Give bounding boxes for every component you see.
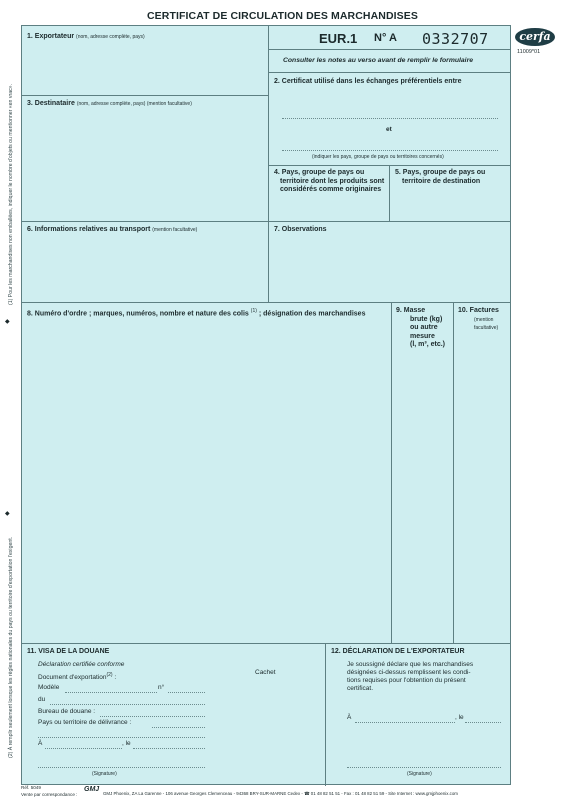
- box11-modele-field[interactable]: [65, 692, 157, 693]
- box3-consignee-field[interactable]: [24, 111, 266, 219]
- box2-hint: (indiquer les pays, groupe de pays ou territoires concernés): [312, 154, 444, 160]
- box2-et: et: [386, 126, 392, 133]
- box11-du-label: du: [38, 696, 46, 703]
- box12-le-label: , le: [455, 714, 464, 721]
- box11-pays-label: Pays ou territoire de délivrance :: [38, 719, 132, 726]
- box10-invoices-label: 10. Factures (mention facultative): [458, 307, 499, 331]
- box11-du-field[interactable]: [50, 704, 205, 705]
- box12-declaration-label: 12. DÉCLARATION DE L'EXPORTATEUR: [331, 648, 465, 655]
- box11-bureau-label: Bureau de douane :: [38, 708, 96, 715]
- cerfa-code: 11009*01: [517, 49, 541, 55]
- box11-place-field[interactable]: [45, 748, 122, 749]
- certificate-form: [21, 25, 511, 785]
- box9-weight-label: 9. Masse brute (kg) ou autre mesure (l, m³, etc.): [396, 307, 446, 348]
- box11-number-field[interactable]: [168, 692, 205, 693]
- box6-transport-field[interactable]: [24, 237, 266, 300]
- box9-weight-field[interactable]: [393, 356, 451, 641]
- box2-label: 2. Certificat utilisé dans les échanges préférentiels entre: [274, 78, 462, 85]
- box11-pays-field[interactable]: [152, 727, 205, 728]
- box11-cert: Déclaration certifiée conforme: [38, 661, 125, 668]
- no-a-label: N° A: [374, 32, 397, 44]
- side-note-packaging: (1) Pour les marchandises non emballées, indiquer le nombre d'objets ou mentionner «en vrac».: [8, 83, 14, 305]
- box11-a-label: À: [38, 740, 43, 747]
- box11-date-field[interactable]: [133, 748, 205, 749]
- gmj-logo: GMJ: [84, 786, 100, 793]
- box4-label: 4. Pays, groupe de pays ou territoire dont les produits sont considérés comme originaires: [274, 169, 385, 193]
- box12-signature-field[interactable]: [347, 767, 501, 768]
- box11-bureau-field[interactable]: [100, 716, 205, 717]
- box11-n-label: n°: [158, 684, 165, 691]
- box11-pays-field-2[interactable]: [38, 737, 205, 738]
- certificate-number: 0332707: [422, 30, 489, 48]
- footer-address: GMJ Phoenix, ZA La Garenne - 106 avenue Georges Clemenceau - 94368 BRY-SUR-MARNE Cedex - ☎ 01 48 82 51 51 - Fax : 01 48 82 51 59 - Site Internet : www.gmjphoenix.com: [103, 791, 458, 796]
- box11-cachet: Cachet: [255, 669, 276, 676]
- footer-ref: Réf. 5049: [21, 785, 41, 790]
- page-title: CERTIFICAT DE CIRCULATION DES MARCHANDISES: [147, 10, 418, 22]
- box7-observations-field[interactable]: [270, 237, 509, 300]
- box10-invoices-field[interactable]: [455, 336, 510, 641]
- eur1-label: EUR.1: [319, 31, 358, 46]
- cerfa-logo: cerfa: [515, 28, 555, 46]
- side-note-export: (2) À remplir seulement lorsque les règles nationales du pays ou territoire d'exportation l'exigent.: [8, 536, 14, 758]
- box12-place-field[interactable]: [355, 722, 455, 723]
- diamond-mark-icon: ◆: [5, 319, 10, 325]
- box11-signature-field[interactable]: [38, 767, 205, 768]
- box5-label: 5. Pays, groupe de pays ou territoire de destination: [395, 169, 486, 185]
- box11-le-label: , le: [122, 740, 131, 747]
- box12-a-label: À: [347, 714, 352, 721]
- box2-country-line-2[interactable]: [282, 150, 498, 151]
- diamond-mark-icon: ◆: [5, 511, 10, 517]
- box11-modele-label: Modèle: [38, 684, 60, 691]
- box3-consignee-label: 3. Destinataire (nom, adresse complète, pays) (mention facultative): [27, 100, 192, 107]
- box8-goods-field[interactable]: [24, 319, 389, 641]
- box1-exporter-label: 1. Exportateur (nom, adresse complète, pays): [27, 33, 145, 40]
- box12-date-field[interactable]: [465, 722, 501, 723]
- footer-vente: Vente par correspondance :: [21, 792, 78, 797]
- box11-doc: Document d'exportation$^{(2)}$ :: [38, 672, 117, 682]
- box12-signature-label: (Signature): [407, 771, 432, 777]
- box2-country-line-1[interactable]: [282, 118, 498, 119]
- consult-notes: Consulter les notes au verso avant de remplir le formulaire: [283, 57, 473, 64]
- box8-goods-label: 8. Numéro d'ordre ; marques, numéros, nombre et nature des colis $^{(1)}$ ; désignation des marchandises: [27, 308, 366, 318]
- box11-customs-label: 11. VISA DE LA DOUANE: [27, 648, 110, 655]
- box11-signature-label: (Signature): [92, 771, 117, 777]
- box12-text: Je soussigné déclare que les marchandises désignées ci-dessus remplissent les condi- tions requises pour l'obtention du présent certificat.: [347, 661, 474, 692]
- box1-exporter-field[interactable]: [24, 44, 266, 93]
- box6-transport-label: 6. Informations relatives au transport (mention facultative): [27, 226, 198, 233]
- box7-observations-label: 7. Observations: [274, 226, 327, 233]
